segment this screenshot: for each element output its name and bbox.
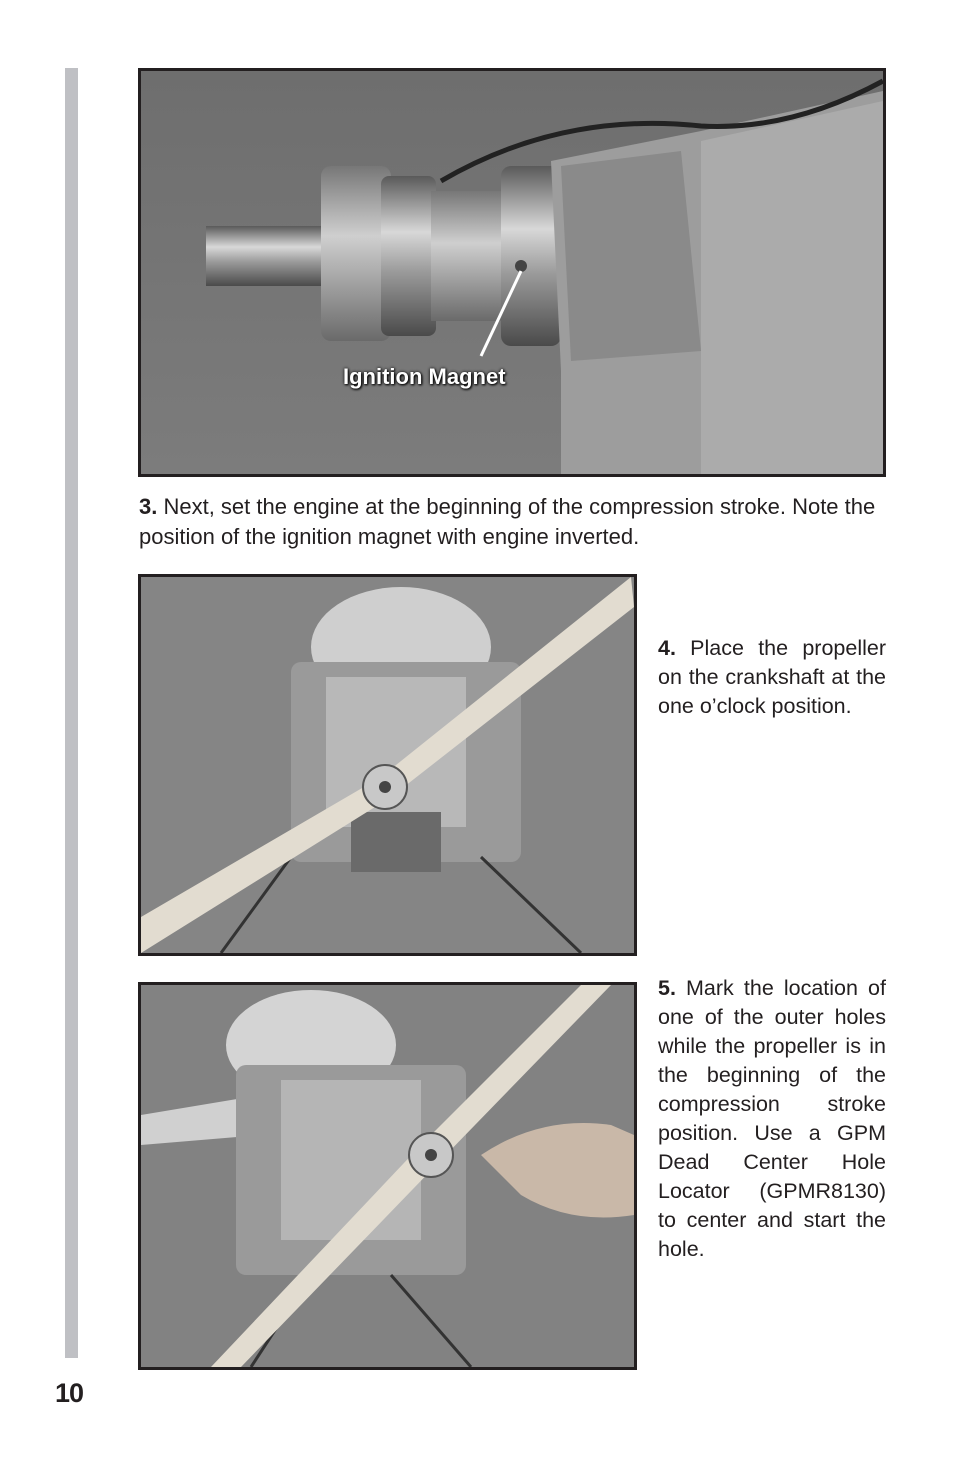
- step-3-number: 3.: [139, 494, 158, 519]
- step-3-caption: [139, 492, 899, 552]
- step-5-caption: [658, 974, 886, 1264]
- step-5-number: 5.: [658, 976, 676, 1000]
- mark-hole-location-photo: [138, 982, 637, 1370]
- ignition-magnet-label: Ignition Magnet: [343, 364, 506, 389]
- step-5-text: Mark the location of one of the outer holes while the propeller is in the beginning of the compression stroke position. Use a GPM Dead Center Hole Locator (GPMR8130) to center and start the hole.: [658, 976, 886, 1261]
- step-4-text: Place the propeller on the crankshaft at the one o’clock position.: [658, 636, 886, 718]
- step-4-number: 4.: [658, 636, 676, 660]
- step-4-caption: [658, 634, 886, 721]
- engine-ignition-magnet-photo: [138, 68, 886, 477]
- propeller-one-oclock-photo: [138, 574, 637, 956]
- step-3-text: Next, set the engine at the beginning of the compression stroke. Note the position of the ignition magnet with engine inverted.: [139, 494, 876, 549]
- sidebar-bar: [65, 68, 78, 1358]
- page-number: 10: [55, 1378, 84, 1408]
